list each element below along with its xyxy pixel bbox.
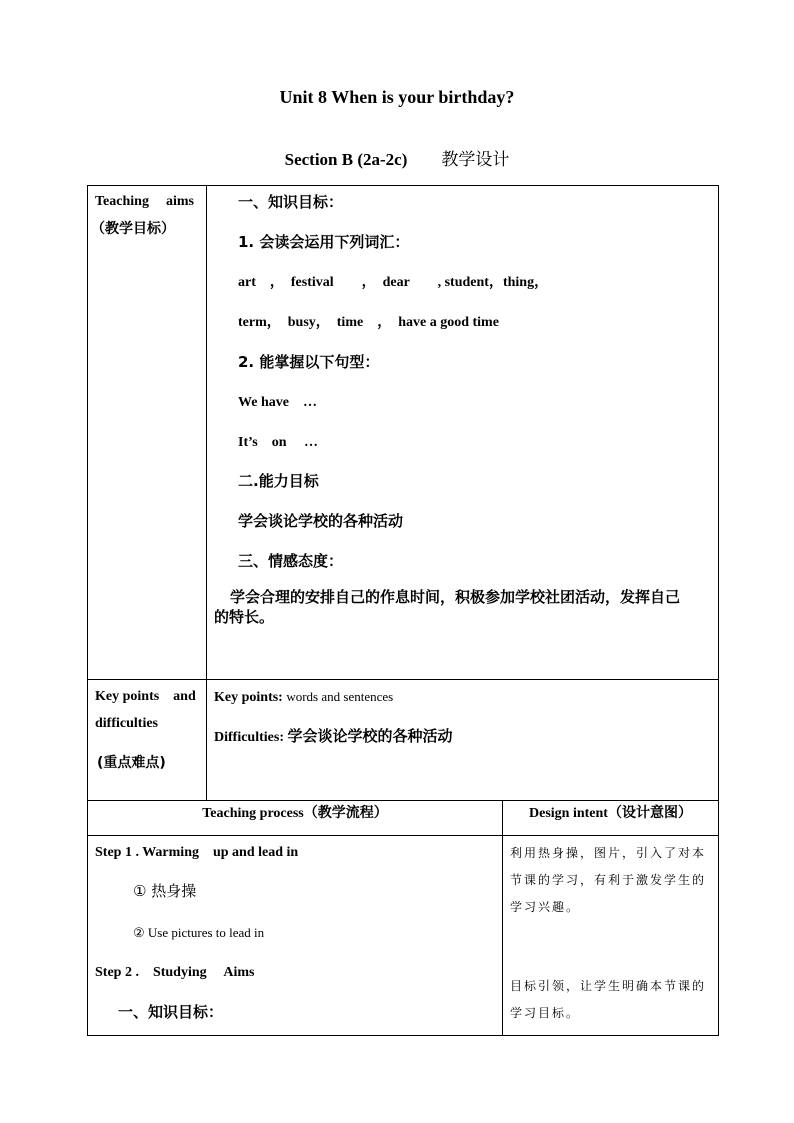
keypoints-value: words and sentences <box>286 689 394 704</box>
emotion-heading: 三、情感态度： <box>238 552 344 570</box>
pattern-2: It’s on … <box>238 435 318 450</box>
subtitle-cn: 教学设计 <box>441 150 510 170</box>
intent-2-line-2: 学习目标。 <box>510 1006 581 1020</box>
intent-2-line-1: 目标引领，让学生明确本节课的 <box>510 979 707 993</box>
step-1-item-2: ② Use pictures to lead in <box>133 925 265 940</box>
document-subtitle <box>0 145 794 170</box>
knowledge-heading: 一、知识目标： <box>238 193 344 211</box>
intent-1-line-3: 学习兴趣。 <box>510 900 581 914</box>
border-right <box>718 185 719 1036</box>
aims-header-cn: （教学目标） <box>91 221 175 237</box>
emotion-text-1: 学会合理的安排自己的作息时间，积极参加学校社团活动，发挥自己 <box>230 588 681 606</box>
intent-1-line-2: 节课的学习，有利于激发学生的 <box>510 873 707 887</box>
border-bottom <box>87 1035 719 1036</box>
vocab-line-2: term， busy， time ， have a good time <box>238 315 499 330</box>
border-top <box>87 185 719 186</box>
process-col2-header <box>503 805 718 823</box>
aims-header-en-1: Teaching <box>95 194 149 209</box>
border-intent-column <box>502 800 503 1035</box>
difficulties-line <box>214 727 453 747</box>
pattern-1: We have … <box>238 395 317 410</box>
border-aims-bottom <box>87 679 719 680</box>
difficulties-value: 学会谈论学校的各种活动 <box>287 727 453 745</box>
process-col2-header-text: Design intent（设计意图） <box>529 806 692 821</box>
difficulties-label: Difficulties: <box>214 730 284 745</box>
keypoints-header-cn: (重点难点) <box>97 755 166 771</box>
vocab-intro: 1. 会读会运用下列词汇： <box>238 233 410 251</box>
section-label: Section B (2a-2c) <box>284 150 408 169</box>
keypoints-header-1: Key points and <box>95 689 196 704</box>
ability-text: 学会谈论学校的各种活动 <box>238 512 404 530</box>
vocab-line-1: art ， festival ， dear , student，thing， <box>238 275 549 290</box>
ability-heading: 二.能力目标 <box>238 472 319 490</box>
process-col1-header-text: Teaching process（教学流程） <box>202 806 388 821</box>
border-left <box>87 185 88 1036</box>
step-2: Step 2 . Studying Aims <box>95 965 255 980</box>
step-2-sub: 一、知识目标： <box>118 1003 224 1021</box>
process-col1-header <box>88 805 502 823</box>
pattern-intro: 2. 能掌握以下句型： <box>238 353 380 371</box>
border-label-column <box>206 185 207 800</box>
keypoints-label: Key points: <box>214 690 283 705</box>
emotion-text-2: 的特长。 <box>214 608 275 626</box>
border-keypoints-bottom <box>87 800 719 801</box>
aims-header-en-2: aims <box>166 194 194 209</box>
step-1-item-1: ① 热身操 <box>133 882 197 900</box>
keypoints-header-2: difficulties <box>95 716 158 731</box>
step-1: Step 1 . Warming up and lead in <box>95 845 299 860</box>
document-title: Unit 8 When is your birthday? <box>279 87 515 107</box>
keypoints-line <box>214 688 393 707</box>
intent-1-line-1: 利用热身操，图片，引入了对本 <box>510 846 707 860</box>
border-process-header-bottom <box>87 835 719 836</box>
